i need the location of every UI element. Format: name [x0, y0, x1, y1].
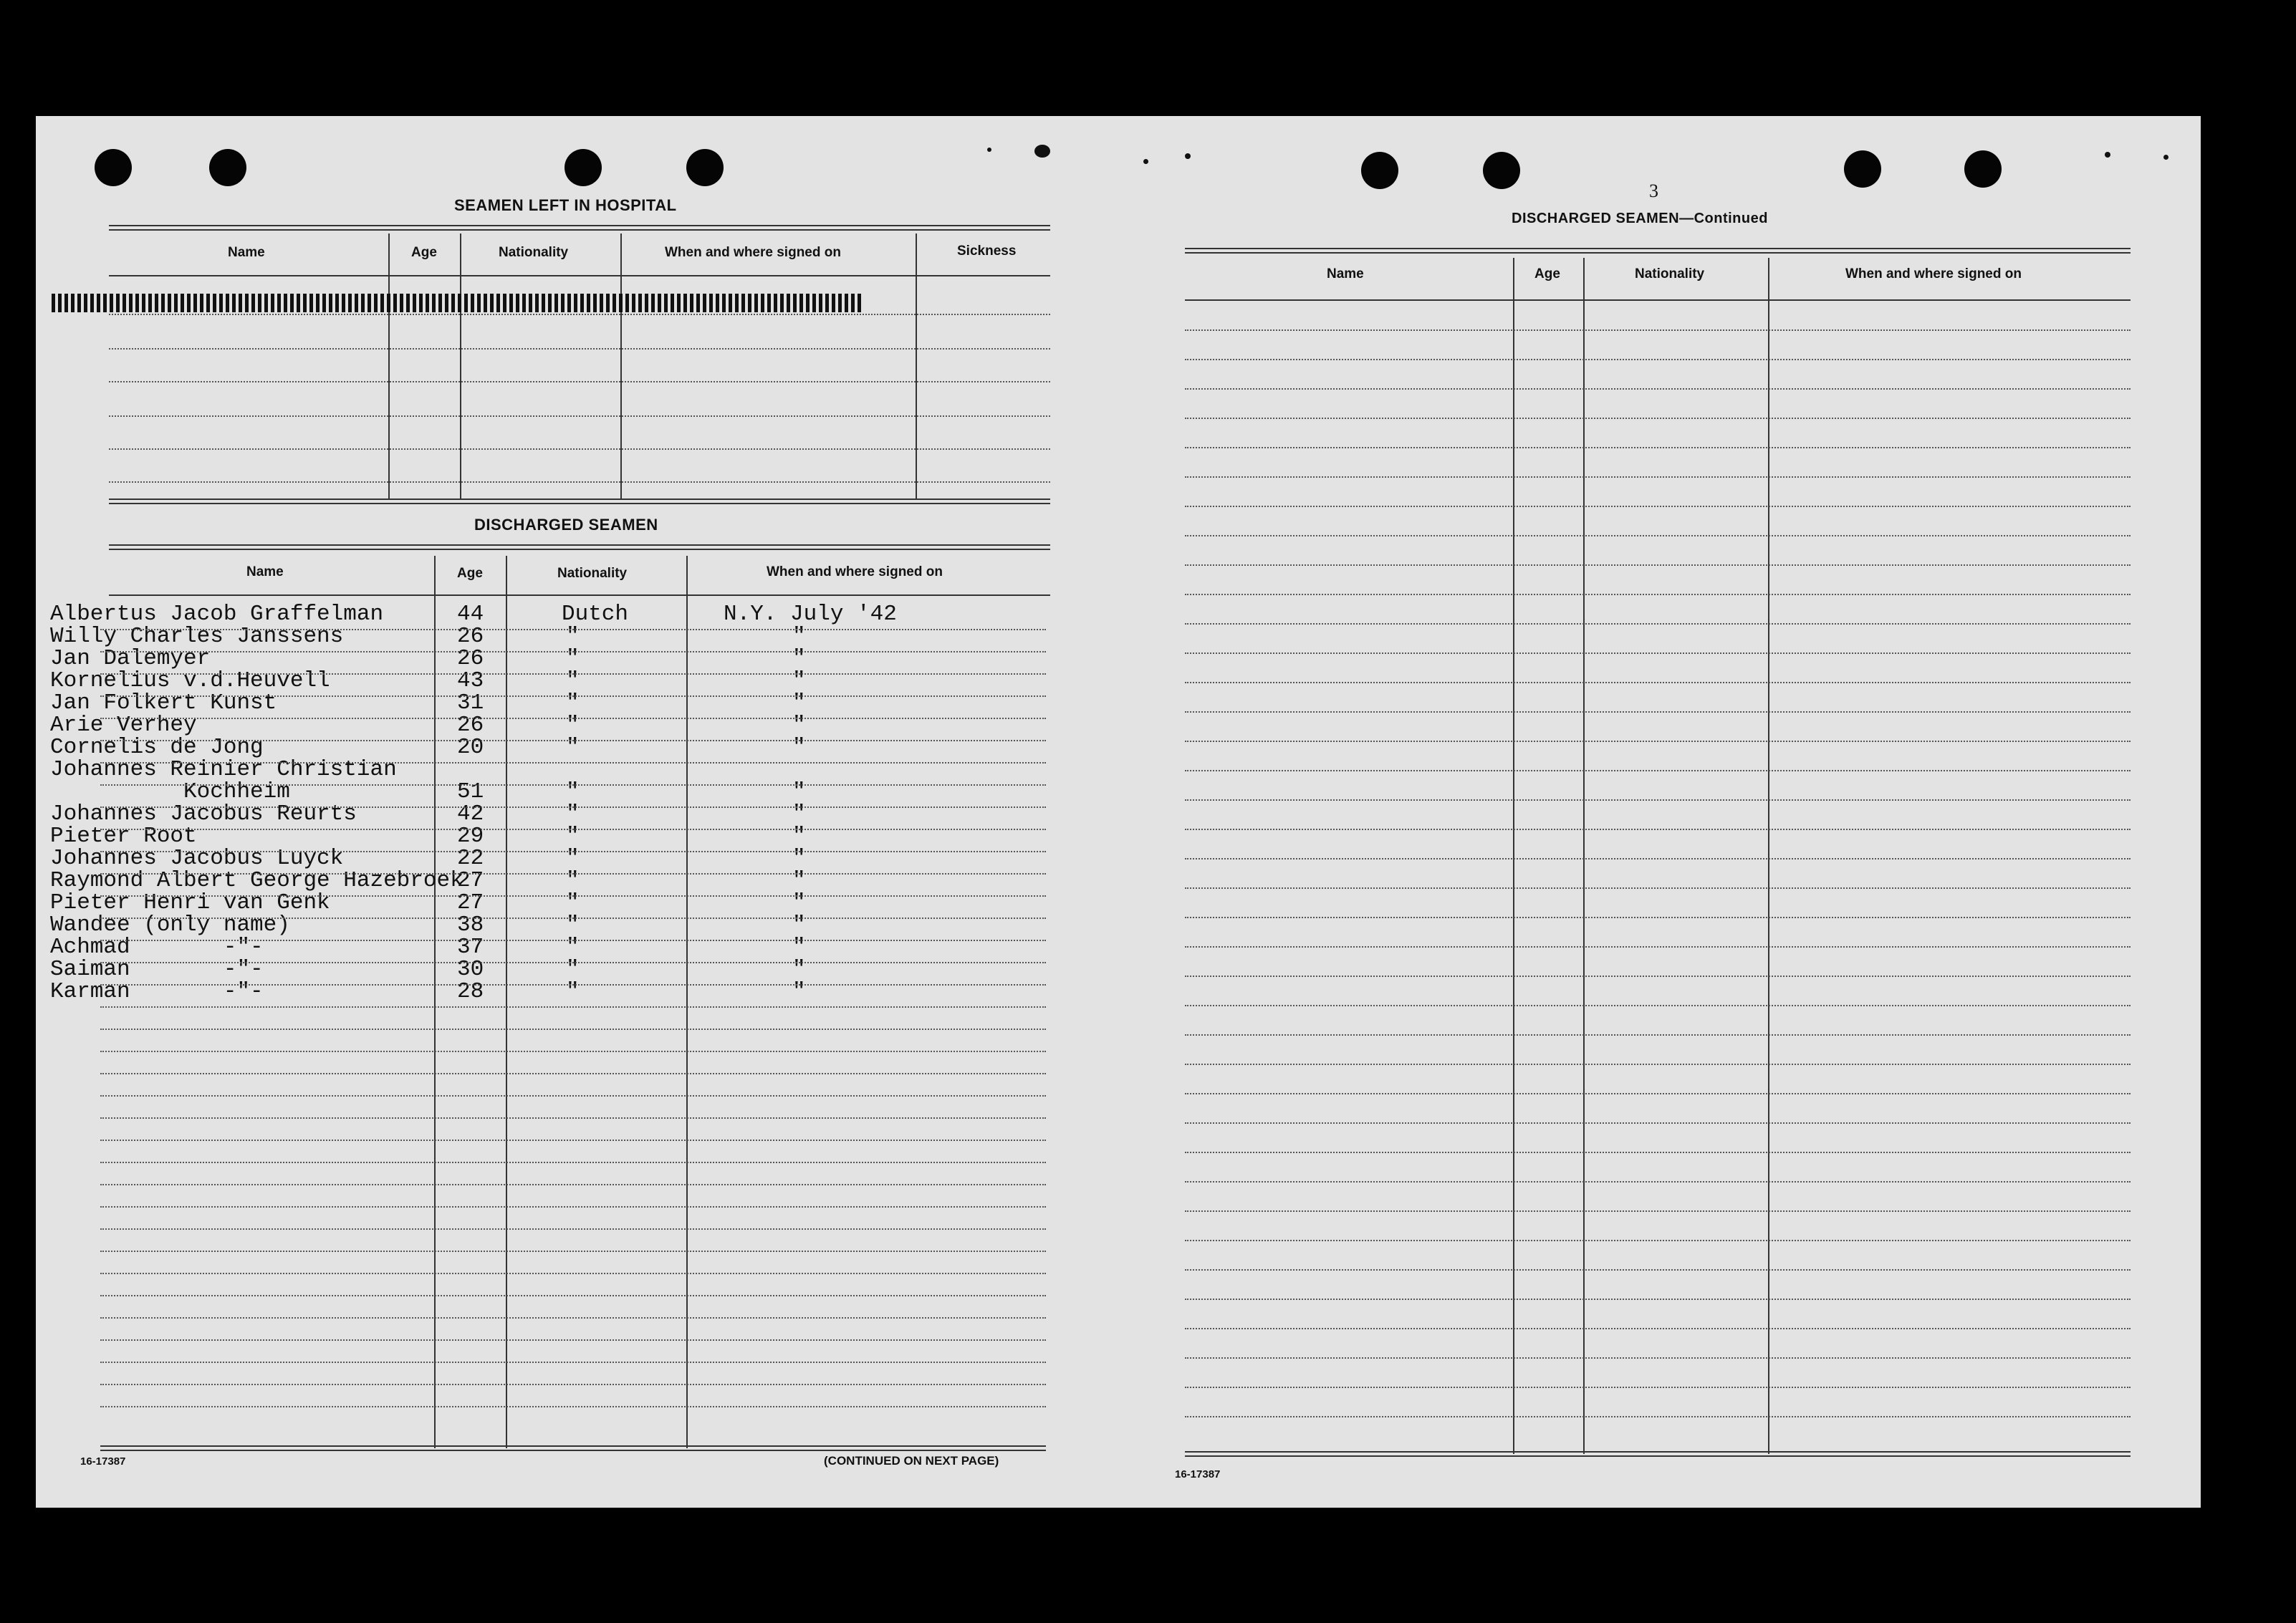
seaman-name: Cornelis de Jong: [50, 735, 264, 760]
scan-speck: [2105, 152, 2110, 158]
table-rule: [1185, 1451, 2131, 1457]
seaman-signed-on: ": [792, 846, 806, 871]
seaman-signed-on: ": [792, 912, 806, 938]
row-line: [100, 1006, 1046, 1008]
seaman-nationality: ": [566, 713, 580, 738]
hospital-title: SEAMEN LEFT IN HOSPITAL: [454, 196, 677, 214]
row-line: [1185, 770, 2131, 771]
seaman-signed-on: ": [792, 979, 806, 1004]
row-line: [1185, 1034, 2131, 1036]
column-divider: [686, 556, 688, 1448]
row-line: [1185, 1328, 2131, 1329]
row-line: [100, 784, 1046, 786]
seaman-nationality: ": [566, 624, 580, 649]
discharged-title: DISCHARGED SEAMEN: [474, 516, 658, 534]
column-header-age: Age: [1534, 266, 1560, 281]
row-line: [1185, 1122, 2131, 1124]
row-line: [100, 829, 1046, 830]
row-line: [1185, 623, 2131, 625]
binder-hole: [209, 149, 246, 186]
row-line: [1185, 799, 2131, 801]
row-line: [1185, 741, 2131, 742]
row-line: [1185, 447, 2131, 448]
seaman-age: 27: [457, 890, 484, 915]
column-divider: [506, 556, 507, 1448]
table-rule: [1185, 248, 2131, 254]
struck-out-entry: [52, 294, 861, 312]
row-line: [109, 314, 1050, 315]
column-header-age: Age: [411, 245, 437, 260]
seaman-nationality: Dutch: [562, 602, 629, 627]
row-line: [100, 1228, 1046, 1230]
seaman-signed-on: N.Y. July '42: [724, 602, 897, 627]
column-divider: [460, 233, 461, 500]
seaman-nationality: ": [566, 668, 580, 693]
row-line: [1185, 829, 2131, 830]
table-rule: [109, 499, 1050, 504]
seaman-name: Willy Charles Janssens: [50, 624, 344, 649]
seaman-name: Kornelius v.d.Heuvell: [50, 668, 330, 693]
row-line: [100, 1051, 1046, 1052]
row-line: [109, 381, 1050, 382]
row-line: [100, 1184, 1046, 1185]
row-line: [1185, 976, 2131, 977]
row-line: [100, 762, 1046, 764]
row-line: [109, 481, 1050, 483]
seaman-age: 37: [457, 935, 484, 960]
seaman-nationality: ": [566, 801, 580, 827]
row-line: [100, 806, 1046, 808]
row-line: [100, 940, 1046, 941]
binder-hole: [1483, 152, 1520, 189]
seaman-signed-on: ": [792, 646, 806, 671]
binder-hole: [686, 149, 724, 186]
row-line: [1185, 1416, 2131, 1417]
row-line: [1185, 858, 2131, 859]
row-line: [100, 651, 1046, 652]
row-line: [1185, 1005, 2131, 1006]
scan-speck: [1034, 145, 1050, 158]
row-line: [1185, 329, 2131, 331]
row-line: [1185, 1240, 2131, 1241]
header-rule: [1185, 299, 2131, 301]
row-line: [100, 1317, 1046, 1319]
seaman-age: 43: [457, 668, 484, 693]
seaman-name: Kochheim: [50, 779, 290, 804]
row-line: [100, 1206, 1046, 1208]
seaman-nationality: ": [566, 846, 580, 871]
seaman-signed-on: ": [792, 935, 806, 960]
column-header-signed-on: When and where signed on: [1845, 266, 2022, 281]
seaman-signed-on: ": [792, 890, 806, 915]
seaman-nationality: ": [566, 868, 580, 893]
column-divider: [388, 233, 390, 500]
scan-speck: [1185, 153, 1191, 159]
seaman-signed-on: ": [792, 779, 806, 804]
row-line: [1185, 594, 2131, 595]
form-number: 16-17387: [1175, 1468, 1221, 1480]
column-divider: [1768, 258, 1769, 1454]
column-divider: [916, 233, 917, 500]
seaman-name: Pieter Henri van Genk: [50, 890, 330, 915]
binder-hole: [1361, 152, 1398, 189]
seaman-age: 26: [457, 646, 484, 671]
row-line: [1185, 388, 2131, 390]
continued-note: (CONTINUED ON NEXT PAGE): [824, 1454, 999, 1468]
row-line: [1185, 1093, 2131, 1094]
seaman-nationality: ": [566, 824, 580, 849]
column-header-name: Name: [1327, 266, 1364, 281]
table-rule: [109, 225, 1050, 231]
seaman-nationality: ": [566, 735, 580, 760]
seaman-age: 20: [457, 735, 484, 760]
row-line: [1185, 1299, 2131, 1300]
column-header-signed-on: When and where signed on: [767, 564, 943, 579]
seaman-nationality: ": [566, 779, 580, 804]
row-line: [1185, 711, 2131, 713]
seaman-age: 38: [457, 912, 484, 938]
row-line: [100, 1251, 1046, 1252]
row-line: [100, 1140, 1046, 1141]
row-line: [1185, 476, 2131, 478]
seaman-age: 28: [457, 979, 484, 1004]
column-divider: [1583, 258, 1585, 1454]
row-line: [100, 895, 1046, 897]
row-line: [1185, 1210, 2131, 1212]
column-header-signed-on: When and where signed on: [665, 245, 841, 260]
seaman-age: 31: [457, 690, 484, 716]
seaman-name: Johannes Jacobus Reurts: [50, 801, 357, 827]
row-line: [100, 1362, 1046, 1363]
binder-hole: [1964, 150, 2002, 188]
column-header-name: Name: [228, 245, 265, 260]
seaman-name: Pieter Root: [50, 824, 197, 849]
column-divider: [1513, 258, 1514, 1454]
row-line: [1185, 506, 2131, 507]
column-header-nationality: Nationality: [499, 245, 569, 260]
row-line: [109, 415, 1050, 417]
row-line: [1185, 564, 2131, 566]
seaman-age: 44: [457, 602, 484, 627]
seaman-signed-on: ": [792, 957, 806, 982]
seaman-nationality: ": [566, 912, 580, 938]
seaman-name: Albertus Jacob Graffelman: [50, 602, 384, 627]
row-line: [100, 1295, 1046, 1296]
seaman-age: 42: [457, 801, 484, 827]
row-line: [100, 1162, 1046, 1163]
binder-hole: [95, 149, 132, 186]
seaman-age: 51: [457, 779, 484, 804]
seaman-signed-on: ": [792, 713, 806, 738]
seaman-name: Saiman -"-: [50, 957, 264, 982]
column-divider: [434, 556, 436, 1448]
row-line: [100, 1384, 1046, 1385]
row-line: [100, 1339, 1046, 1341]
seaman-name: Johannes Reinier Christian: [50, 757, 397, 782]
row-line: [109, 348, 1050, 350]
row-line: [1185, 682, 2131, 683]
column-header-nationality: Nationality: [1635, 266, 1705, 281]
row-line: [100, 873, 1046, 875]
seaman-nationality: ": [566, 935, 580, 960]
scan-speck: [1143, 159, 1148, 164]
row-line: [1185, 1152, 2131, 1153]
row-line: [100, 962, 1046, 963]
row-line: [100, 718, 1046, 719]
table-rule: [109, 544, 1050, 550]
scan-speck: [987, 148, 991, 152]
seaman-signed-on: ": [792, 824, 806, 849]
row-line: [100, 1406, 1046, 1407]
column-divider: [620, 233, 622, 500]
row-line: [100, 673, 1046, 675]
seaman-signed-on: ": [792, 801, 806, 827]
seaman-signed-on: ": [792, 735, 806, 760]
column-header-age: Age: [457, 566, 483, 581]
row-line: [1185, 359, 2131, 360]
seaman-age: 27: [457, 868, 484, 893]
seaman-name: Arie Verhey: [50, 713, 197, 738]
seaman-age: 26: [457, 713, 484, 738]
seaman-name: Jan Folkert Kunst: [50, 690, 277, 716]
seaman-name: Karman -"-: [50, 979, 264, 1004]
seaman-nationality: ": [566, 957, 580, 982]
row-line: [1185, 887, 2131, 889]
seaman-signed-on: ": [792, 690, 806, 716]
seaman-name: Wandee (only name): [50, 912, 290, 938]
row-line: [100, 1095, 1046, 1097]
header-rule: [109, 275, 1050, 276]
column-header-sickness: Sickness: [957, 244, 1017, 259]
column-header-name: Name: [246, 564, 284, 579]
binder-hole: [1844, 150, 1881, 188]
column-header-nationality: Nationality: [557, 566, 628, 581]
table-rule: [100, 1445, 1046, 1451]
row-line: [1185, 1357, 2131, 1359]
seaman-name: Achmad -"-: [50, 935, 264, 960]
seaman-signed-on: ": [792, 868, 806, 893]
row-line: [1185, 1387, 2131, 1388]
row-line: [100, 984, 1046, 986]
seaman-age: 26: [457, 624, 484, 649]
header-rule: [109, 594, 1050, 596]
row-line: [109, 448, 1050, 450]
seaman-signed-on: ": [792, 624, 806, 649]
seaman-signed-on: ": [792, 668, 806, 693]
seaman-name: Johannes Jacobus Luyck: [50, 846, 344, 871]
seaman-nationality: ": [566, 646, 580, 671]
row-line: [1185, 1064, 2131, 1065]
row-line: [100, 740, 1046, 741]
row-line: [1185, 418, 2131, 419]
row-line: [1185, 946, 2131, 948]
form-number: 16-17387: [80, 1455, 126, 1468]
seaman-name: Raymond Albert George Hazebroek: [50, 868, 463, 893]
binder-hole: [565, 149, 602, 186]
seaman-nationality: ": [566, 890, 580, 915]
row-line: [100, 1273, 1046, 1274]
row-line: [1185, 1181, 2131, 1183]
discharged-continued-title: DISCHARGED SEAMEN—Continued: [1512, 211, 1768, 226]
row-line: [100, 629, 1046, 630]
row-line: [100, 1117, 1046, 1119]
row-line: [1185, 1269, 2131, 1271]
seaman-nationality: ": [566, 979, 580, 1004]
row-line: [100, 851, 1046, 852]
seaman-name: Jan Dalemyer: [50, 646, 211, 671]
scan-speck: [2163, 155, 2168, 160]
row-line: [1185, 917, 2131, 918]
row-line: [100, 918, 1046, 919]
row-line: [1185, 652, 2131, 654]
seaman-nationality: ": [566, 690, 580, 716]
seaman-age: 30: [457, 957, 484, 982]
row-line: [100, 1073, 1046, 1074]
page-number: 3: [1649, 180, 1659, 201]
row-line: [100, 1029, 1046, 1030]
row-line: [100, 695, 1046, 697]
seaman-age: 22: [457, 846, 484, 871]
row-line: [1185, 535, 2131, 536]
seaman-age: 29: [457, 824, 484, 849]
